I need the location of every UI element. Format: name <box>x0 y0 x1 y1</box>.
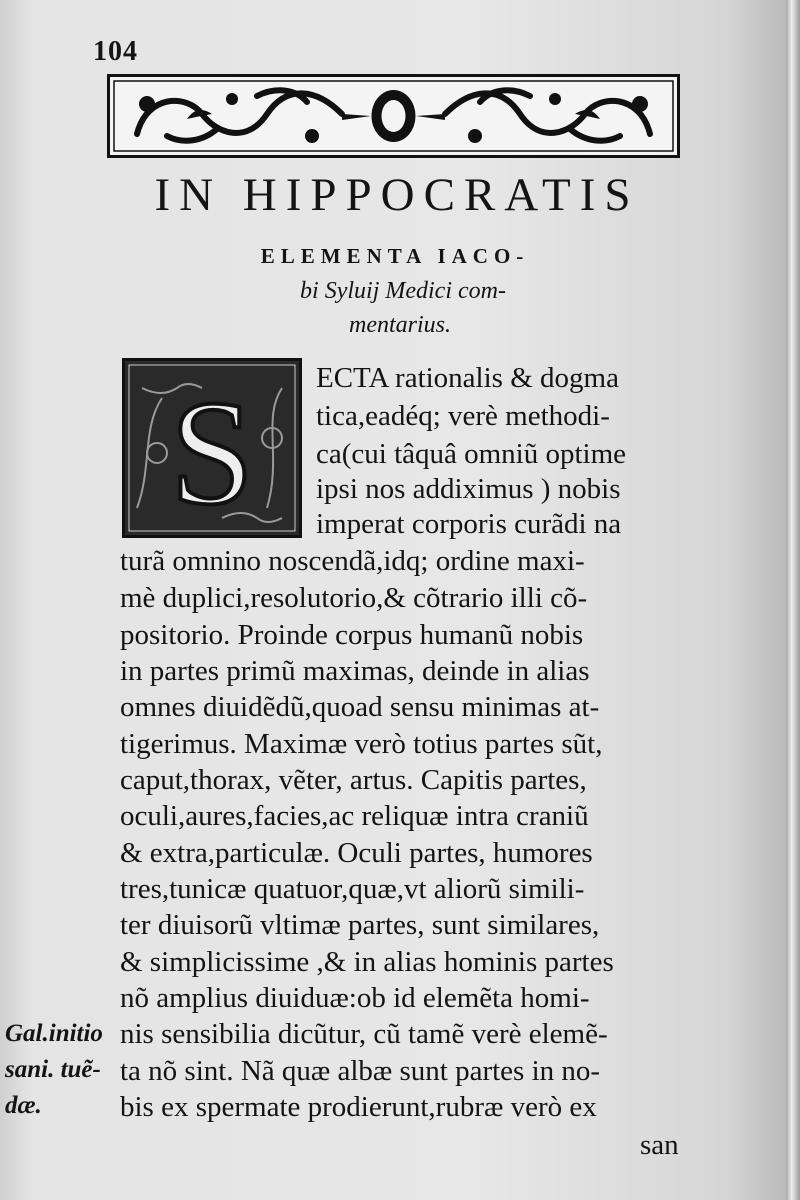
body-line-5: imperat corporis curãdi na <box>316 508 622 540</box>
body-line-20: ta nõ sint. Nã quæ albæ sunt partes in no- <box>120 1055 601 1087</box>
page-gutter <box>786 0 800 1200</box>
body-line-22: san <box>640 1129 679 1161</box>
body-line-6: turã omnino noscendã,idq; ordine maxi- <box>120 545 585 577</box>
body-line-4: ipsi nos addiximus ) nobis <box>316 473 621 505</box>
body-line-12: caput,thorax, vẽter, artus. Capitis partes, <box>120 764 587 796</box>
body-line-21: bis ex spermate prodierunt,rubræ verò ex <box>120 1091 597 1123</box>
title: IN HIPPOCRATIS <box>154 169 640 221</box>
body-line-18: nõ amplius diuiduæ:ob id elemẽta homi- <box>120 982 590 1014</box>
body-line-15: tres,tunicæ quatuor,quæ,vt aliorũ simili- <box>120 873 585 905</box>
body-line-3: ca(cui tâquâ omniũ optime <box>316 438 627 470</box>
body-line-16: ter diuisorũ vltimæ partes, sunt similares, <box>120 909 600 941</box>
page-number: 104 <box>93 36 138 67</box>
drop-cap-letter: S <box>170 370 254 536</box>
body-line-13: oculi,aures,facies,ac reliquæ intra craniũ <box>120 800 589 832</box>
body-line-9: in partes primũ maximas, deinde in alias <box>120 655 590 687</box>
body-line-10: omnes diuidẽdũ,quoad sensu minimas at- <box>120 691 600 723</box>
body-line-14: & extra,particulæ. Oculi partes, humores <box>120 837 593 869</box>
body-line-17: & simplicissime ,& in alias hominis partes <box>120 946 614 978</box>
body-line-7: mè duplici,resolutorio,& cõtrario illi cõ- <box>120 582 588 614</box>
subtitle-line-2: bi Syluij Medici com- <box>300 278 506 304</box>
margin-note-line-2: sani. tuẽ- <box>5 1056 101 1083</box>
ornamental-headpiece <box>107 74 680 158</box>
subtitle-line-3: mentarius. <box>349 312 451 338</box>
body-line-8: positorio. Proinde corpus humanũ nobis <box>120 619 584 651</box>
body-line-2: tica,eadéq; verè methodi- <box>316 400 610 432</box>
decorated-initial <box>122 358 302 538</box>
body-line-11: tigerimus. Maximæ verò totius partes sũt, <box>120 728 603 760</box>
margin-note-line-1: Gal.initio <box>5 1020 103 1047</box>
subtitle-line-1: ELEMENTA IACO- <box>260 244 530 268</box>
margin-note-line-3: dæ. <box>5 1092 42 1119</box>
body-line-19: nis sensibilia dicũtur, cũ tamẽ verè elemẽ- <box>120 1018 608 1050</box>
body-line-1: ECTA rationalis & dogma <box>316 362 619 394</box>
